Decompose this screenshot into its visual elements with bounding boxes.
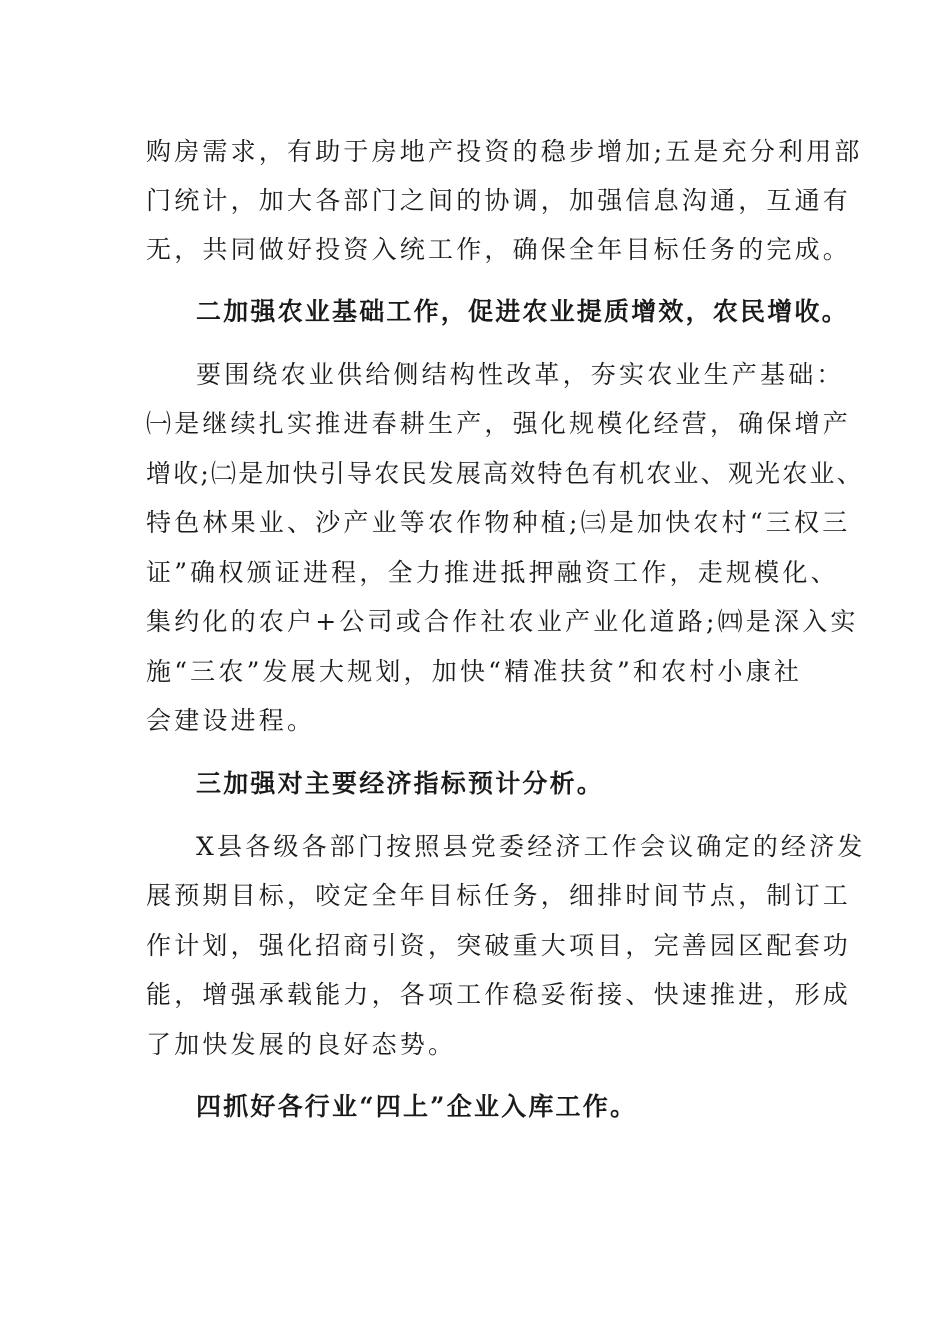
paragraph-2-line-7: 施“三农”发展大规划，加快“精准扶贫”和农村小康社 — [146, 657, 803, 686]
paragraph-1-line-2: 门统计，加大各部门之间的协调，加强信息沟通，互通有 — [146, 186, 852, 215]
paragraph-2-line-2: ㈠是继续扎实推进春耕生产，强化规模化经营，确保增产 — [146, 409, 852, 438]
paragraph-2-line-3: 增收;㈡是加快引导农民发展高效特色有机农业、观光农业、 — [146, 459, 864, 488]
paragraph-1-line-3: 无，共同做好投资入统工作，确保全年目标任务的完成。 — [146, 235, 852, 264]
paragraph-2-line-4: 特色林果业、沙产业等农作物种植;㈢是加快农村“三权三 — [146, 508, 851, 537]
paragraph-3-line-3: 作计划，强化招商引资，突破重大项目，完善园区配套功 — [146, 931, 852, 960]
section-heading-2: 二加强农业基础工作，促进农业提质增效，农民增收。 — [196, 297, 849, 326]
paragraph-3-line-4: 能，增强承载能力，各项工作稳妥衔接、快速推进，形成 — [146, 980, 852, 1009]
paragraph-2-line-8: 会建设进程。 — [146, 706, 316, 735]
paragraph-3-line-5: 了加快发展的良好态势。 — [146, 1030, 457, 1059]
section-heading-4: 四抓好各行业“四上”企业入库工作。 — [196, 1092, 638, 1121]
paragraph-3-line-1: X县各级各部门按照县党委经济工作会议确定的经济发 — [196, 832, 866, 861]
section-heading-3: 三加强对主要经济指标预计分析。 — [196, 769, 605, 798]
paragraph-2-line-6: 集约化的农户+公司或合作社农业产业化道路;㈣是深入实 — [146, 607, 859, 636]
paragraph-2-line-1: 要围绕农业供给侧结构性改革，夯实农业生产基础： — [196, 360, 845, 389]
paragraph-2-line-5: 证”确权颁证进程，全力推进抵押融资工作，走规模化、 — [146, 558, 839, 587]
paragraph-3-line-2: 展预期目标，咬定全年目标任务，细排时间节点，制订工 — [146, 881, 852, 910]
paragraph-1-line-1: 购房需求，有助于房地产投资的稳步增加;五是充分利用部 — [146, 137, 863, 166]
